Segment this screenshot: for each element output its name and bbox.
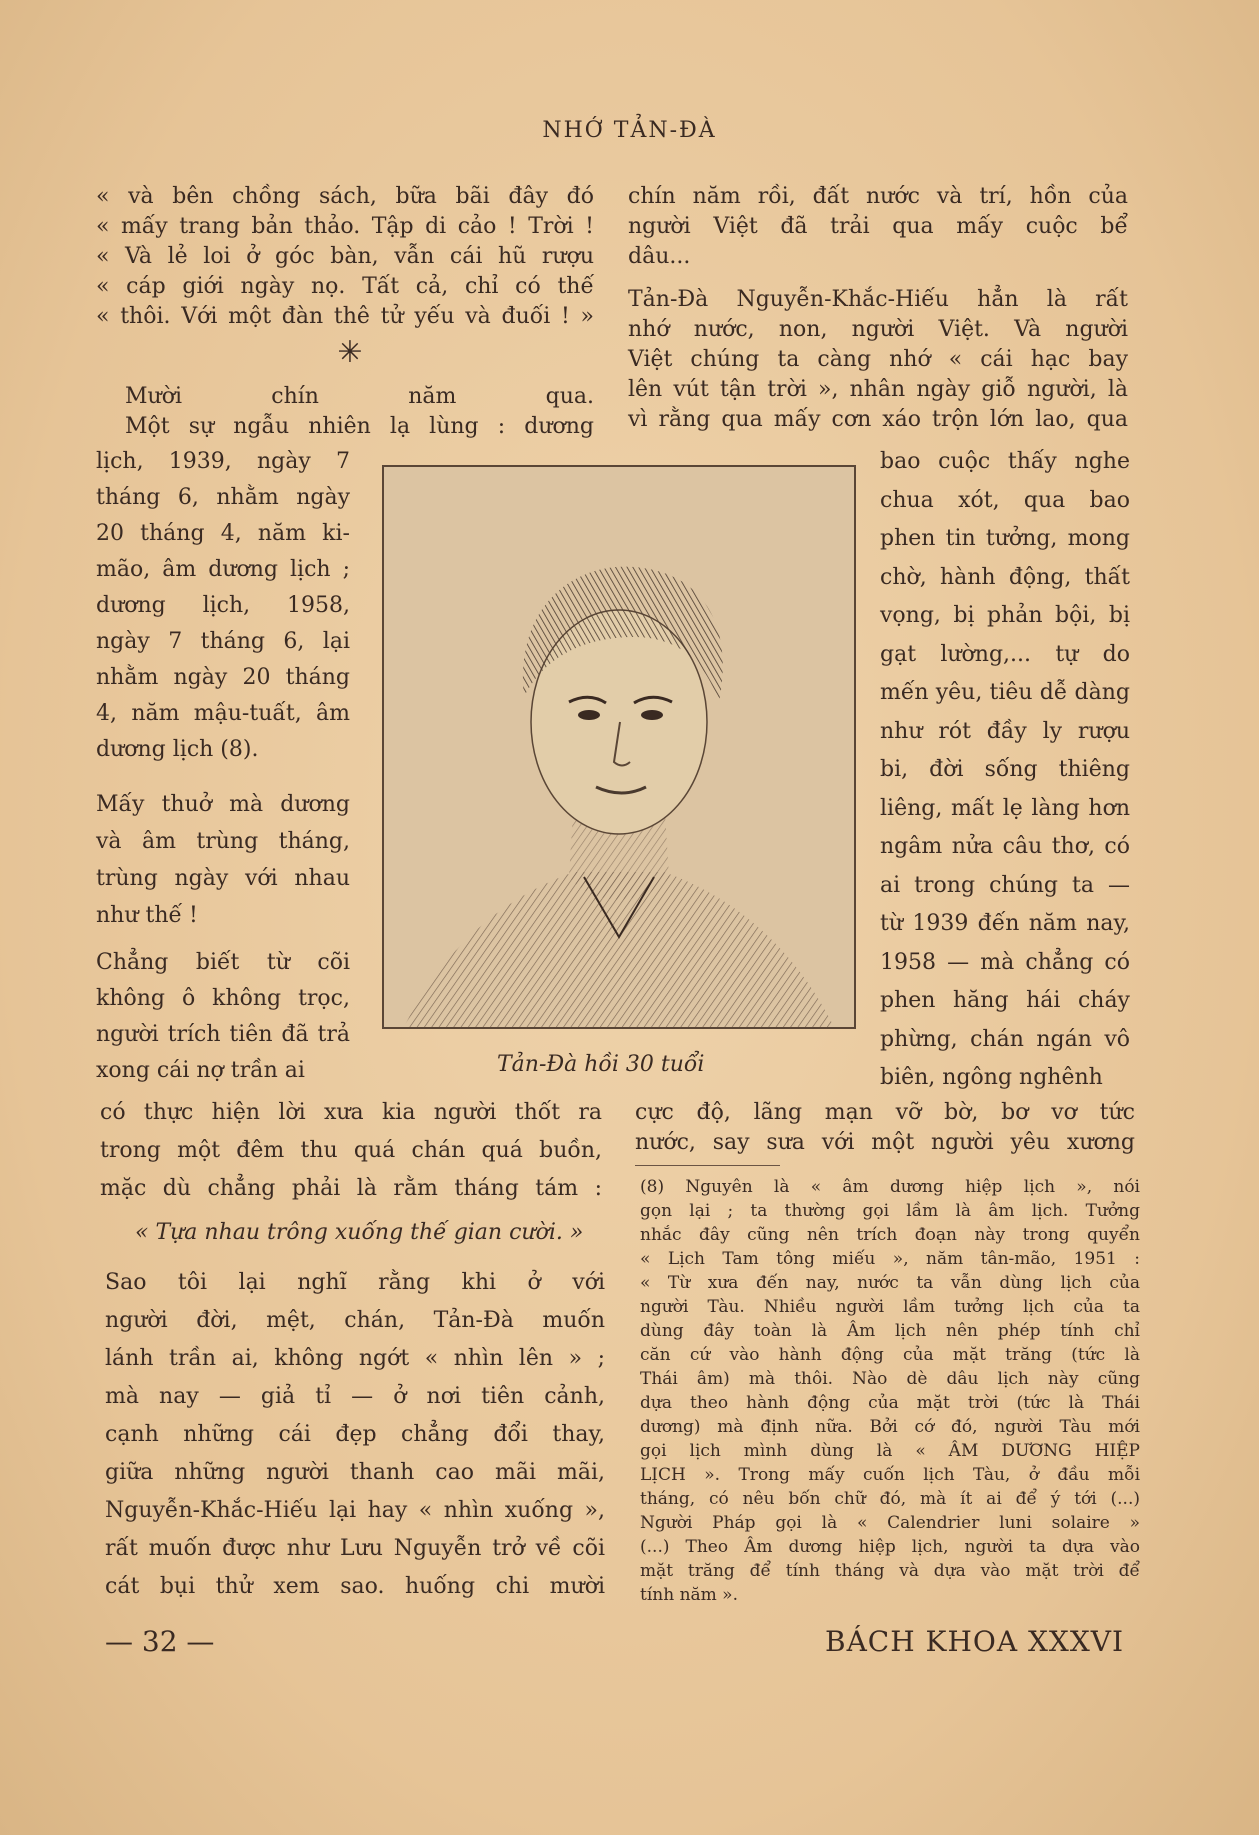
footnote-line: người Tàu. Nhiều người lầm tưởng lịch của ta (640, 1297, 1140, 1317)
left-narrow-2-line: Mấy thuở mà dương (96, 792, 350, 817)
footnote-line: căn cứ vào hành động của mặt trăng (tức là (640, 1345, 1140, 1365)
footnote-line: gọi lịch mình dùng là « ÂM DƯƠNG HIỆP (640, 1441, 1140, 1461)
page-header: NHỚ TẢN-ĐÀ (542, 118, 717, 143)
right-narrow-line: chua xót, qua bao (880, 487, 1130, 513)
left-bottom-2-line: Sao tôi lại nghĩ rằng khi ở với (105, 1270, 605, 1295)
left-narrow-1-line: lịch, 1939, ngày 7 (96, 449, 350, 474)
right-narrow-line: phừng, chán ngán vô (880, 1026, 1130, 1052)
left-bottom-2-line: cát bụi thử xem sao. huống chi mười (105, 1574, 605, 1599)
right-after-line: cực độ, lãng mạn vỡ bờ, bơ vơ tức (635, 1100, 1135, 1125)
left-narrow-2-line: trùng ngày với nhau (96, 866, 350, 891)
left-top-line: « và bên chồng sách, bữa bãi đây đó (96, 184, 594, 209)
left-bottom-1-line: mặc dù chẳng phải là rằm tháng tám : (100, 1176, 602, 1201)
right-narrow-line: mến yêu, tiêu dễ dàng (880, 680, 1130, 705)
left-top-line: « Và lẻ loi ở góc bàn, vẫn cái hũ rượu (96, 244, 594, 269)
left-top-line: « thôi. Với một đàn thê tử yếu và đuối ! » (96, 304, 594, 329)
right-narrow-line: bi, đời sống thiêng (880, 757, 1130, 782)
right-narrow-line: phen hăng hái cháy (880, 988, 1130, 1013)
left-narrow-2-line: và âm trùng tháng, (96, 829, 350, 854)
right-top-line: dâu... (628, 244, 691, 269)
portrait-sketch (384, 467, 854, 1027)
footnote-line: Người Pháp gọi là « Calendrier luni solaire » (640, 1513, 1140, 1533)
left-narrow-1-line: tháng 6, nhằm ngày (96, 485, 350, 510)
right-narrow-line: từ 1939 đến năm nay, (880, 911, 1130, 936)
right-narrow-line: như rót đầy ly rượu (880, 718, 1130, 744)
right-narrow-line: vọng, bị phản bội, bị (880, 603, 1130, 628)
left-narrow-3-line: người trích tiên đã trả (96, 1022, 350, 1047)
left-top-line: « cáp giới ngày nọ. Tất cả, chỉ có thế (96, 274, 594, 299)
right-para-line: lên vút tận trời », nhân ngày giỗ người, là (628, 377, 1128, 402)
footnote-line: nhắc đây cũng nên trích đoạn này trong quyển (640, 1225, 1140, 1245)
left-bottom-1-line: trong một đêm thu quá chán quá buồn, (100, 1138, 602, 1163)
footnote-line: mặt trăng để tính tháng và dựa vào mặt trời để (640, 1561, 1140, 1581)
right-narrow-line: ngâm nửa câu thơ, có (880, 834, 1130, 859)
left-narrow-1-line: dương lịch (8). (96, 737, 259, 762)
left-narrow-3-line: không ô không trọc, (96, 986, 350, 1011)
right-narrow-line: 1958 — mà chẳng có (880, 949, 1130, 975)
page-number: — 32 — (105, 1625, 215, 1658)
footnote-line: gọn lại ; ta thường gọi lầm là âm lịch. Tưởng (640, 1201, 1140, 1221)
footnote-line: « Lịch Tam tông miếu », năm tân-mão, 1951 : (640, 1249, 1140, 1269)
left-bottom-2-line: người đời, mệt, chán, Tản-Đà muốn (105, 1308, 605, 1333)
right-para-line: Việt chúng ta càng nhớ « cái hạc bay (628, 347, 1128, 372)
left-bottom-1-line: có thực hiện lời xưa kia người thốt ra (100, 1100, 602, 1125)
right-top-line: người Việt đã trải qua mấy cuộc bể (628, 214, 1128, 239)
left-narrow-1-line: mão, âm dương lịch ; (96, 557, 350, 582)
footnote-rule (635, 1165, 780, 1166)
left-bottom-2-line: Nguyễn-Khắc-Hiếu lại hay « nhìn xuống », (105, 1498, 605, 1523)
footnote-line: dùng đây toàn là Âm lịch nên phép tính chỉ (640, 1321, 1140, 1341)
left-narrow-1-line: 4, năm mậu-tuất, âm (96, 701, 350, 726)
left-narrow-3-line: xong cái nợ trần ai (96, 1058, 305, 1083)
left-mid-line: Mười chín năm qua. (125, 384, 594, 409)
left-narrow-1-line: 20 tháng 4, năm ki- (96, 521, 350, 546)
left-mid-line: Một sự ngẫu nhiên lạ lùng : dương (125, 414, 594, 439)
right-para-line: vì rằng qua mấy cơn xáo trộn lớn lao, qua (628, 407, 1128, 432)
left-narrow-2-line: như thế ! (96, 903, 198, 928)
left-bottom-2-line: mà nay — giả tỉ — ở nơi tiên cảnh, (105, 1384, 605, 1409)
left-bottom-2-line: giữa những người thanh cao mãi mãi, (105, 1460, 605, 1485)
right-para-line: Tản-Đà Nguyễn-Khắc-Hiếu hẳn là rất (628, 287, 1128, 312)
right-narrow-line: ai trong chúng ta — (880, 872, 1130, 898)
footnote-line: dương) mà định nữa. Bởi cớ đó, người Tàu mới (640, 1417, 1140, 1437)
left-bottom-2-line: rất muốn được như Lưu Nguyễn trở về cõi (105, 1536, 605, 1561)
footnote-line: tháng, có nêu bốn chữ đó, mà ít ai để ý tới (...) (640, 1489, 1140, 1509)
footnote-line: « Từ xưa đến nay, nước ta vẫn dùng lịch của (640, 1273, 1140, 1293)
right-para-line: nhớ nước, non, người Việt. Và người (628, 317, 1128, 342)
footnote-line: (...) Theo Âm dương hiệp lịch, người ta dựa vào (640, 1537, 1140, 1557)
left-narrow-1-line: dương lịch, 1958, (96, 593, 350, 618)
left-narrow-1-line: ngày 7 tháng 6, lại (96, 629, 350, 654)
footnote-line: (8) Nguyên là « âm dương hiệp lịch », nói (640, 1177, 1140, 1197)
right-narrow-line: biên, ngông nghênh (880, 1065, 1103, 1090)
left-narrow-1-line: nhằm ngày 20 tháng (96, 665, 350, 690)
portrait-caption: Tản-Đà hồi 30 tuổi (497, 1052, 705, 1077)
footnote-line: dựa theo hành động của mặt trời (tức là Thái (640, 1393, 1140, 1413)
verse-quote: « Tựa nhau trông xuống thế gian cười. » (135, 1220, 584, 1245)
footnote-line: tính năm ». (640, 1585, 738, 1605)
portrait-image (382, 465, 856, 1029)
section-separator: ✳ (337, 335, 363, 370)
footnote-line: LỊCH ». Trong mấy cuốn lịch Tàu, ở đầu mỗi (640, 1465, 1140, 1485)
right-top-line: chín năm rồi, đất nước và trí, hồn của (628, 184, 1128, 209)
magazine-title: BÁCH KHOA XXXVI (825, 1625, 1125, 1658)
right-narrow-line: phen tin tưởng, mong (880, 526, 1130, 551)
left-bottom-2-line: cạnh những cái đẹp chẳng đổi thay, (105, 1422, 605, 1447)
left-bottom-2-line: lánh trần ai, không ngớt « nhìn lên » ; (105, 1346, 605, 1371)
right-narrow-line: liêng, mất lẹ làng hơn (880, 795, 1130, 821)
right-narrow-line: chờ, hành động, thất (880, 564, 1130, 590)
right-narrow-line: gạt lường,... tự do (880, 641, 1130, 667)
right-narrow-line: bao cuộc thấy nghe (880, 449, 1130, 474)
footnote-line: Thái âm) mà thôi. Nào dè dâu lịch này cũng (640, 1369, 1140, 1389)
left-narrow-3-line: Chẳng biết từ cõi (96, 950, 350, 975)
right-after-line: nước, say sưa với một người yêu xương (635, 1130, 1135, 1155)
left-top-line: « mấy trang bản thảo. Tập di cảo ! Trời ! (96, 214, 594, 239)
